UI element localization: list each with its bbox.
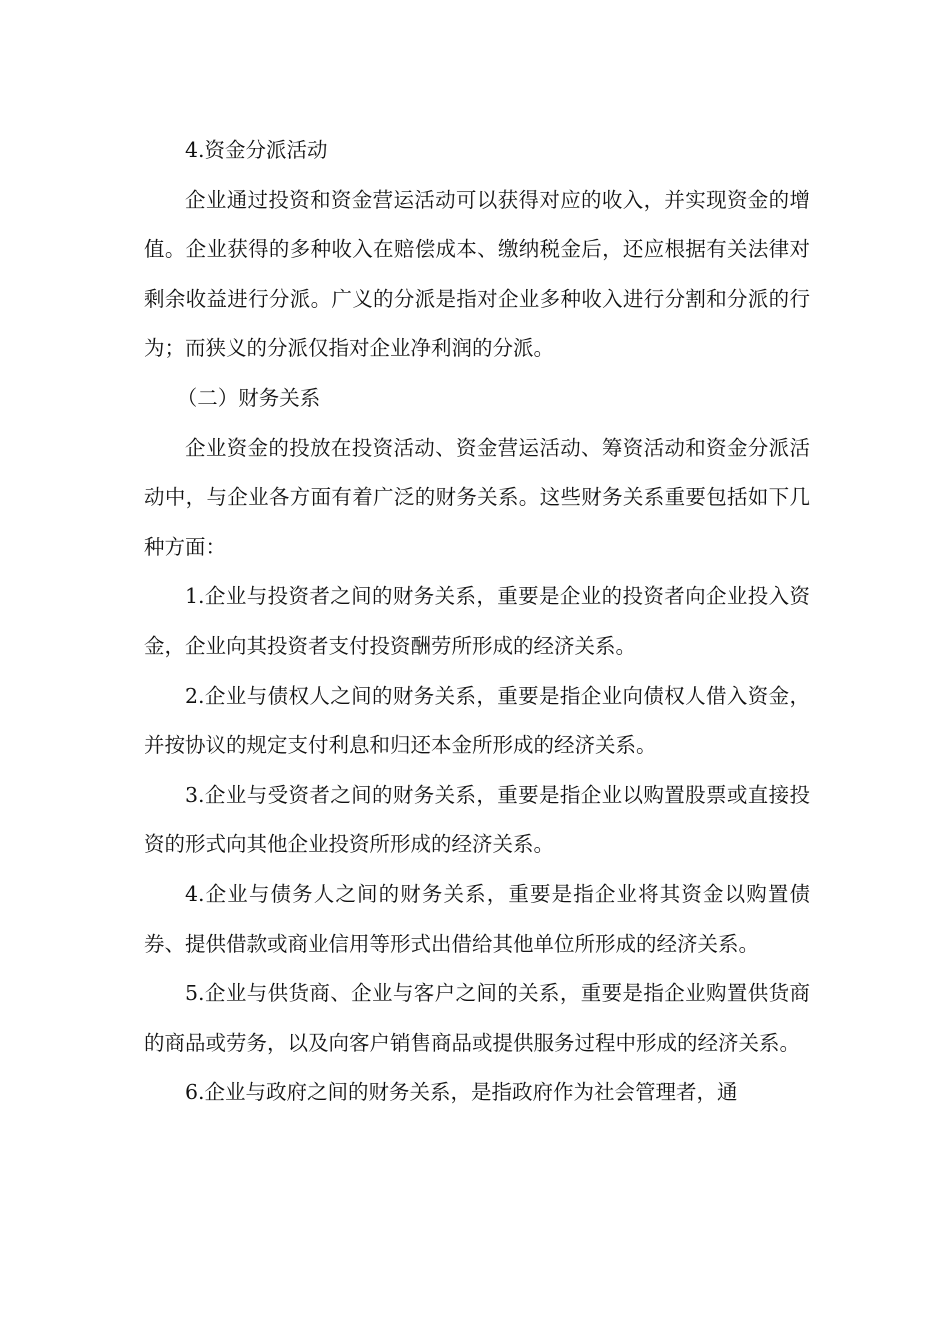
list-item-government-relations: 6.企业与政府之间的财务关系，是指政府作为社会管理者，通 [185,1080,738,1105]
paragraph-financial-relations-intro: 企业资金的投放在投资活动、资金营运活动、筹资活动和资金分派活动中，与企业各方面有着广泛的财务关系。这些财务关系重要包括如下几种方面： [144,435,810,559]
heading-financial-relations: （二）财务关系 [176,385,321,410]
list-item-creditor-relations: 2.企业与债权人之间的财务关系，重要是指企业向债权人借入资金，并按协议的规定支付利息和归还本金所形成的经济关系。 [144,683,810,758]
list-item-investee-relations: 3.企业与受资者之间的财务关系，重要是指企业以购置股票或直接投资的形式向其他企业投资所形成的经济关系。 [144,782,810,857]
list-item-supplier-customer-relations: 5.企业与供货商、企业与客户之间的关系，重要是指企业购置供货商的商品或劳务，以及向客户销售商品或提供服务过程中形成的经济关系。 [144,981,810,1055]
heading-capital-distribution: 4.资金分派活动 [185,138,328,162]
paragraph-capital-distribution: 企业通过投资和资金营运活动可以获得对应的收入，并实现资金的增值。企业获得的多种收入在赔偿成本、缴纳税金后，还应根据有关法律对剩余收益进行分派。广义的分派是指对企业多种收入进行分割和分派的行为；而狭义的分派仅指对企业净利润的分派。 [144,187,810,361]
list-item-debtor-relations: 4.企业与债务人之间的财务关系，重要是指企业将其资金以购置债券、提供借款或商业信用等形式出借给其他单位所形成的经济关系。 [144,881,810,956]
list-item-investor-relations: 1.企业与投资者之间的财务关系，重要是企业的投资者向企业投入资金，企业向其投资者支付投资酬劳所形成的经济关系。 [144,584,810,658]
document-body [144,126,810,1118]
